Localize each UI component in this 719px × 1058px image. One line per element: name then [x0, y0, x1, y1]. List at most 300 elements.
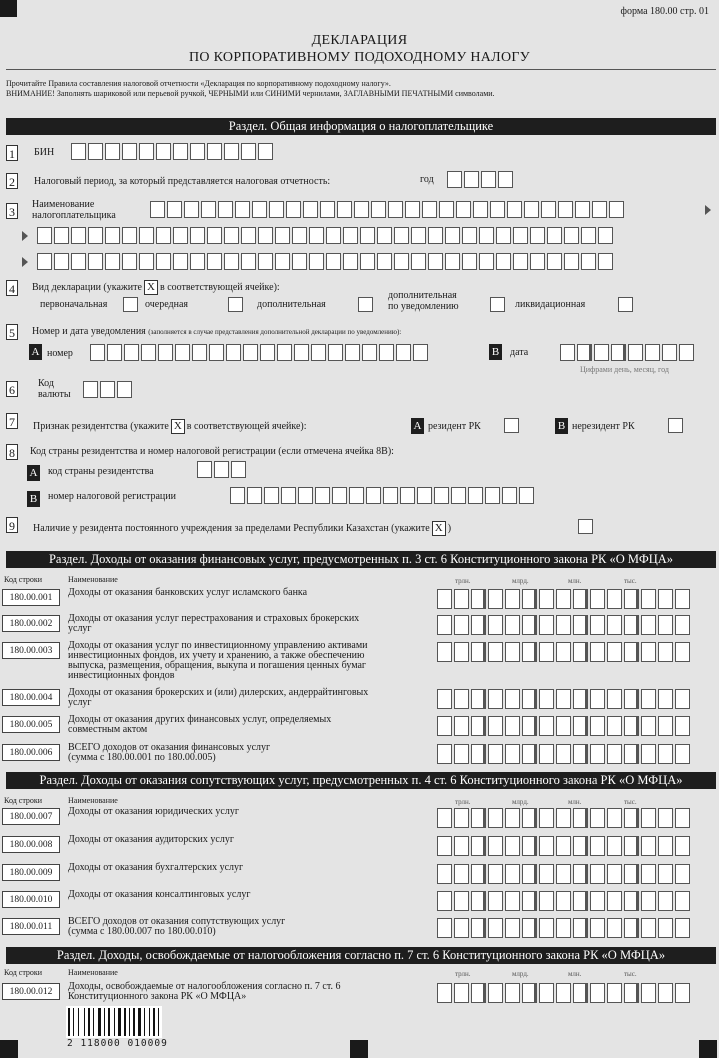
char-cell[interactable] — [207, 227, 222, 244]
char-cell[interactable] — [445, 227, 460, 244]
amount-cell[interactable] — [539, 918, 554, 938]
amount-cell[interactable] — [658, 864, 673, 884]
amount-cell[interactable] — [488, 983, 503, 1003]
char-cell[interactable] — [277, 344, 292, 361]
char-cell[interactable] — [117, 381, 132, 398]
amount-cell[interactable] — [624, 642, 639, 662]
amount-cell[interactable] — [573, 891, 588, 911]
amount-cell[interactable] — [658, 808, 673, 828]
char-cell[interactable] — [100, 381, 115, 398]
amount-cell[interactable] — [437, 716, 452, 736]
char-cell[interactable] — [564, 227, 579, 244]
notice-number-cells[interactable] — [90, 344, 428, 361]
char-cell[interactable] — [184, 201, 199, 218]
amount-cell[interactable] — [573, 589, 588, 609]
char-cell[interactable] — [107, 344, 122, 361]
char-cell[interactable] — [71, 227, 86, 244]
amount-cell[interactable] — [505, 689, 520, 709]
amount-cell[interactable] — [624, 836, 639, 856]
char-cell[interactable] — [105, 143, 120, 160]
char-cell[interactable] — [362, 344, 377, 361]
amount-cells[interactable] — [437, 716, 690, 736]
char-cell[interactable] — [292, 253, 307, 270]
country-code-cells[interactable] — [197, 461, 246, 478]
char-cell[interactable] — [214, 461, 229, 478]
char-cell[interactable] — [83, 381, 98, 398]
amount-cell[interactable] — [573, 983, 588, 1003]
amount-cell[interactable] — [505, 983, 520, 1003]
amount-cell[interactable] — [675, 615, 690, 635]
char-cell[interactable] — [422, 201, 437, 218]
char-cell[interactable] — [479, 253, 494, 270]
amount-cell[interactable] — [590, 716, 605, 736]
amount-cell[interactable] — [641, 983, 656, 1003]
char-cell[interactable] — [309, 227, 324, 244]
char-cell[interactable] — [394, 253, 409, 270]
amount-cell[interactable] — [607, 744, 622, 764]
char-cell[interactable] — [343, 253, 358, 270]
amount-cell[interactable] — [454, 689, 469, 709]
amount-cell[interactable] — [573, 836, 588, 856]
amount-cell[interactable] — [522, 836, 537, 856]
char-cell[interactable] — [428, 253, 443, 270]
char-cell[interactable] — [524, 201, 539, 218]
amount-cell[interactable] — [454, 891, 469, 911]
amount-cell[interactable] — [590, 983, 605, 1003]
char-cell[interactable] — [54, 227, 69, 244]
amount-cell[interactable] — [505, 589, 520, 609]
char-cell[interactable] — [498, 171, 513, 188]
amount-cell[interactable] — [539, 864, 554, 884]
amount-cell[interactable] — [573, 642, 588, 662]
char-cell[interactable] — [192, 344, 207, 361]
amount-cell[interactable] — [471, 689, 486, 709]
amount-cell[interactable] — [471, 864, 486, 884]
char-cell[interactable] — [298, 487, 313, 504]
amount-cell[interactable] — [607, 808, 622, 828]
amount-cell[interactable] — [590, 808, 605, 828]
amount-cell[interactable] — [675, 642, 690, 662]
amount-cell[interactable] — [641, 689, 656, 709]
char-cell[interactable] — [405, 201, 420, 218]
amount-cell[interactable] — [590, 836, 605, 856]
char-cell[interactable] — [88, 143, 103, 160]
amount-cells[interactable] — [437, 642, 690, 662]
amount-cell[interactable] — [522, 808, 537, 828]
taxpayer-name-cells-row-2[interactable] — [37, 227, 613, 244]
amount-cell[interactable] — [607, 642, 622, 662]
char-cell[interactable] — [468, 487, 483, 504]
amount-cells[interactable] — [437, 808, 690, 828]
char-cell[interactable] — [122, 253, 137, 270]
amount-cell[interactable] — [658, 615, 673, 635]
amount-cell[interactable] — [505, 716, 520, 736]
amount-cell[interactable] — [522, 983, 537, 1003]
char-cell[interactable] — [326, 253, 341, 270]
char-cell[interactable] — [37, 227, 52, 244]
amount-cell[interactable] — [658, 716, 673, 736]
type-additional-checkbox[interactable] — [358, 297, 373, 312]
amount-cell[interactable] — [624, 918, 639, 938]
char-cell[interactable] — [594, 344, 609, 361]
char-cell[interactable] — [243, 344, 258, 361]
char-cell[interactable] — [530, 253, 545, 270]
amount-cell[interactable] — [437, 918, 452, 938]
amount-cell[interactable] — [675, 808, 690, 828]
amount-cell[interactable] — [607, 864, 622, 884]
char-cell[interactable] — [71, 143, 86, 160]
amount-cell[interactable] — [607, 891, 622, 911]
amount-cell[interactable] — [488, 808, 503, 828]
amount-cell[interactable] — [624, 891, 639, 911]
amount-cell[interactable] — [641, 589, 656, 609]
char-cell[interactable] — [575, 201, 590, 218]
char-cell[interactable] — [345, 344, 360, 361]
amount-cell[interactable] — [624, 615, 639, 635]
char-cell[interactable] — [54, 253, 69, 270]
char-cell[interactable] — [485, 487, 500, 504]
char-cell[interactable] — [156, 227, 171, 244]
char-cell[interactable] — [241, 227, 256, 244]
char-cell[interactable] — [281, 487, 296, 504]
amount-cell[interactable] — [607, 918, 622, 938]
amount-cell[interactable] — [556, 836, 571, 856]
amount-cell[interactable] — [488, 836, 503, 856]
amount-cell[interactable] — [675, 716, 690, 736]
char-cell[interactable] — [411, 253, 426, 270]
amount-cell[interactable] — [522, 918, 537, 938]
amount-cell[interactable] — [658, 689, 673, 709]
year-input-cells[interactable] — [447, 171, 513, 188]
char-cell[interactable] — [428, 227, 443, 244]
amount-cell[interactable] — [488, 918, 503, 938]
char-cell[interactable] — [71, 253, 86, 270]
char-cell[interactable] — [479, 227, 494, 244]
char-cell[interactable] — [252, 201, 267, 218]
amount-cell[interactable] — [505, 615, 520, 635]
char-cell[interactable] — [456, 201, 471, 218]
amount-cell[interactable] — [437, 642, 452, 662]
amount-cell[interactable] — [573, 808, 588, 828]
char-cell[interactable] — [167, 201, 182, 218]
amount-cell[interactable] — [641, 918, 656, 938]
amount-cell[interactable] — [590, 589, 605, 609]
amount-cell[interactable] — [573, 864, 588, 884]
char-cell[interactable] — [224, 143, 239, 160]
char-cell[interactable] — [190, 227, 205, 244]
amount-cell[interactable] — [641, 744, 656, 764]
char-cell[interactable] — [190, 143, 205, 160]
amount-cell[interactable] — [522, 689, 537, 709]
char-cell[interactable] — [37, 253, 52, 270]
amount-cells[interactable] — [437, 918, 690, 938]
amount-cell[interactable] — [437, 891, 452, 911]
non-resident-checkbox[interactable] — [668, 418, 683, 433]
char-cell[interactable] — [558, 201, 573, 218]
amount-cell[interactable] — [539, 744, 554, 764]
amount-cell[interactable] — [590, 891, 605, 911]
amount-cell[interactable] — [488, 642, 503, 662]
char-cell[interactable] — [371, 201, 386, 218]
amount-cell[interactable] — [471, 808, 486, 828]
amount-cell[interactable] — [556, 689, 571, 709]
amount-cell[interactable] — [590, 689, 605, 709]
amount-cell[interactable] — [454, 716, 469, 736]
amount-cell[interactable] — [607, 615, 622, 635]
amount-cell[interactable] — [590, 642, 605, 662]
char-cell[interactable] — [139, 253, 154, 270]
notice-date-cells[interactable] — [560, 344, 694, 361]
char-cell[interactable] — [541, 201, 556, 218]
amount-cell[interactable] — [658, 891, 673, 911]
char-cell[interactable] — [90, 344, 105, 361]
char-cell[interactable] — [360, 253, 375, 270]
amount-cell[interactable] — [437, 589, 452, 609]
amount-cell[interactable] — [539, 836, 554, 856]
char-cell[interactable] — [530, 227, 545, 244]
amount-cell[interactable] — [658, 642, 673, 662]
amount-cell[interactable] — [522, 891, 537, 911]
amount-cell[interactable] — [505, 744, 520, 764]
amount-cell[interactable] — [539, 589, 554, 609]
amount-cell[interactable] — [607, 589, 622, 609]
char-cell[interactable] — [326, 227, 341, 244]
amount-cell[interactable] — [539, 689, 554, 709]
amount-cell[interactable] — [641, 891, 656, 911]
char-cell[interactable] — [496, 227, 511, 244]
amount-cell[interactable] — [556, 642, 571, 662]
amount-cell[interactable] — [488, 689, 503, 709]
amount-cell[interactable] — [488, 744, 503, 764]
amount-cell[interactable] — [522, 864, 537, 884]
char-cell[interactable] — [396, 344, 411, 361]
char-cell[interactable] — [547, 227, 562, 244]
char-cell[interactable] — [609, 201, 624, 218]
char-cell[interactable] — [577, 344, 592, 361]
amount-cell[interactable] — [556, 615, 571, 635]
amount-cell[interactable] — [675, 918, 690, 938]
amount-cell[interactable] — [539, 983, 554, 1003]
char-cell[interactable] — [366, 487, 381, 504]
char-cell[interactable] — [581, 253, 596, 270]
amount-cell[interactable] — [539, 891, 554, 911]
char-cell[interactable] — [377, 227, 392, 244]
char-cell[interactable] — [224, 253, 239, 270]
char-cell[interactable] — [315, 487, 330, 504]
amount-cell[interactable] — [556, 589, 571, 609]
amount-cell[interactable] — [522, 642, 537, 662]
amount-cells[interactable] — [437, 891, 690, 911]
char-cell[interactable] — [139, 227, 154, 244]
amount-cell[interactable] — [522, 744, 537, 764]
char-cell[interactable] — [173, 253, 188, 270]
char-cell[interactable] — [581, 227, 596, 244]
char-cell[interactable] — [122, 227, 137, 244]
amount-cell[interactable] — [641, 642, 656, 662]
amount-cells[interactable] — [437, 983, 690, 1003]
char-cell[interactable] — [490, 201, 505, 218]
amount-cell[interactable] — [488, 716, 503, 736]
amount-cell[interactable] — [607, 836, 622, 856]
char-cell[interactable] — [598, 227, 613, 244]
char-cell[interactable] — [173, 143, 188, 160]
char-cell[interactable] — [235, 201, 250, 218]
amount-cells[interactable] — [437, 589, 690, 609]
char-cell[interactable] — [320, 201, 335, 218]
amount-cell[interactable] — [590, 615, 605, 635]
char-cell[interactable] — [451, 487, 466, 504]
char-cell[interactable] — [592, 201, 607, 218]
char-cell[interactable] — [394, 227, 409, 244]
char-cell[interactable] — [473, 201, 488, 218]
amount-cell[interactable] — [539, 642, 554, 662]
amount-cell[interactable] — [675, 836, 690, 856]
amount-cells[interactable] — [437, 615, 690, 635]
amount-cell[interactable] — [522, 589, 537, 609]
char-cell[interactable] — [379, 344, 394, 361]
char-cell[interactable] — [332, 487, 347, 504]
amount-cell[interactable] — [437, 983, 452, 1003]
amount-cell[interactable] — [624, 808, 639, 828]
amount-cell[interactable] — [573, 716, 588, 736]
char-cell[interactable] — [337, 201, 352, 218]
char-cell[interactable] — [349, 487, 364, 504]
amount-cell[interactable] — [675, 689, 690, 709]
char-cell[interactable] — [224, 227, 239, 244]
amount-cell[interactable] — [556, 716, 571, 736]
amount-cell[interactable] — [641, 836, 656, 856]
amount-cells[interactable] — [437, 864, 690, 884]
amount-cell[interactable] — [488, 589, 503, 609]
char-cell[interactable] — [226, 344, 241, 361]
char-cell[interactable] — [260, 344, 275, 361]
char-cell[interactable] — [547, 253, 562, 270]
char-cell[interactable] — [462, 253, 477, 270]
char-cell[interactable] — [122, 143, 137, 160]
type-regular-checkbox[interactable] — [228, 297, 243, 312]
amount-cells[interactable] — [437, 689, 690, 709]
char-cell[interactable] — [303, 201, 318, 218]
amount-cell[interactable] — [454, 642, 469, 662]
char-cell[interactable] — [343, 227, 358, 244]
amount-cell[interactable] — [624, 864, 639, 884]
amount-cell[interactable] — [471, 642, 486, 662]
char-cell[interactable] — [173, 227, 188, 244]
char-cell[interactable] — [88, 253, 103, 270]
char-cell[interactable] — [105, 253, 120, 270]
char-cell[interactable] — [377, 253, 392, 270]
amount-cell[interactable] — [590, 864, 605, 884]
amount-cell[interactable] — [658, 744, 673, 764]
amount-cell[interactable] — [505, 642, 520, 662]
amount-cell[interactable] — [454, 615, 469, 635]
amount-cell[interactable] — [556, 744, 571, 764]
amount-cell[interactable] — [607, 983, 622, 1003]
char-cell[interactable] — [209, 344, 224, 361]
resident-checkbox[interactable] — [504, 418, 519, 433]
amount-cell[interactable] — [539, 615, 554, 635]
amount-cell[interactable] — [607, 716, 622, 736]
amount-cell[interactable] — [505, 836, 520, 856]
char-cell[interactable] — [292, 227, 307, 244]
char-cell[interactable] — [354, 201, 369, 218]
char-cell[interactable] — [411, 227, 426, 244]
amount-cell[interactable] — [471, 716, 486, 736]
amount-cell[interactable] — [505, 808, 520, 828]
amount-cell[interactable] — [556, 918, 571, 938]
char-cell[interactable] — [190, 253, 205, 270]
char-cell[interactable] — [413, 344, 428, 361]
char-cell[interactable] — [564, 253, 579, 270]
char-cell[interactable] — [513, 227, 528, 244]
bin-input-cells[interactable] — [71, 143, 273, 160]
char-cell[interactable] — [628, 344, 643, 361]
char-cell[interactable] — [417, 487, 432, 504]
char-cell[interactable] — [598, 253, 613, 270]
type-initial-checkbox[interactable] — [123, 297, 138, 312]
char-cell[interactable] — [507, 201, 522, 218]
amount-cell[interactable] — [675, 589, 690, 609]
amount-cell[interactable] — [471, 744, 486, 764]
taxpayer-name-cells-row-1[interactable] — [150, 201, 624, 218]
amount-cell[interactable] — [556, 983, 571, 1003]
amount-cell[interactable] — [505, 918, 520, 938]
char-cell[interactable] — [197, 461, 212, 478]
char-cell[interactable] — [462, 227, 477, 244]
char-cell[interactable] — [231, 461, 246, 478]
amount-cell[interactable] — [471, 918, 486, 938]
amount-cell[interactable] — [437, 808, 452, 828]
char-cell[interactable] — [447, 171, 462, 188]
char-cell[interactable] — [247, 487, 262, 504]
type-liquidation-checkbox[interactable] — [618, 297, 633, 312]
amount-cell[interactable] — [624, 744, 639, 764]
char-cell[interactable] — [275, 253, 290, 270]
char-cell[interactable] — [207, 253, 222, 270]
char-cell[interactable] — [645, 344, 660, 361]
amount-cell[interactable] — [488, 864, 503, 884]
amount-cell[interactable] — [471, 983, 486, 1003]
amount-cell[interactable] — [556, 891, 571, 911]
char-cell[interactable] — [264, 487, 279, 504]
amount-cell[interactable] — [641, 615, 656, 635]
char-cell[interactable] — [269, 201, 284, 218]
amount-cell[interactable] — [488, 615, 503, 635]
amount-cell[interactable] — [539, 716, 554, 736]
amount-cell[interactable] — [658, 589, 673, 609]
char-cell[interactable] — [360, 227, 375, 244]
char-cell[interactable] — [141, 344, 156, 361]
char-cell[interactable] — [286, 201, 301, 218]
char-cell[interactable] — [230, 487, 245, 504]
amount-cell[interactable] — [624, 983, 639, 1003]
char-cell[interactable] — [311, 344, 326, 361]
amount-cell[interactable] — [454, 808, 469, 828]
char-cell[interactable] — [560, 344, 575, 361]
amount-cell[interactable] — [437, 864, 452, 884]
char-cell[interactable] — [464, 171, 479, 188]
amount-cell[interactable] — [641, 864, 656, 884]
char-cell[interactable] — [124, 344, 139, 361]
amount-cell[interactable] — [624, 716, 639, 736]
amount-cell[interactable] — [675, 864, 690, 884]
char-cell[interactable] — [662, 344, 677, 361]
amount-cell[interactable] — [675, 891, 690, 911]
char-cell[interactable] — [519, 487, 534, 504]
amount-cell[interactable] — [573, 689, 588, 709]
char-cell[interactable] — [439, 201, 454, 218]
amount-cell[interactable] — [454, 589, 469, 609]
